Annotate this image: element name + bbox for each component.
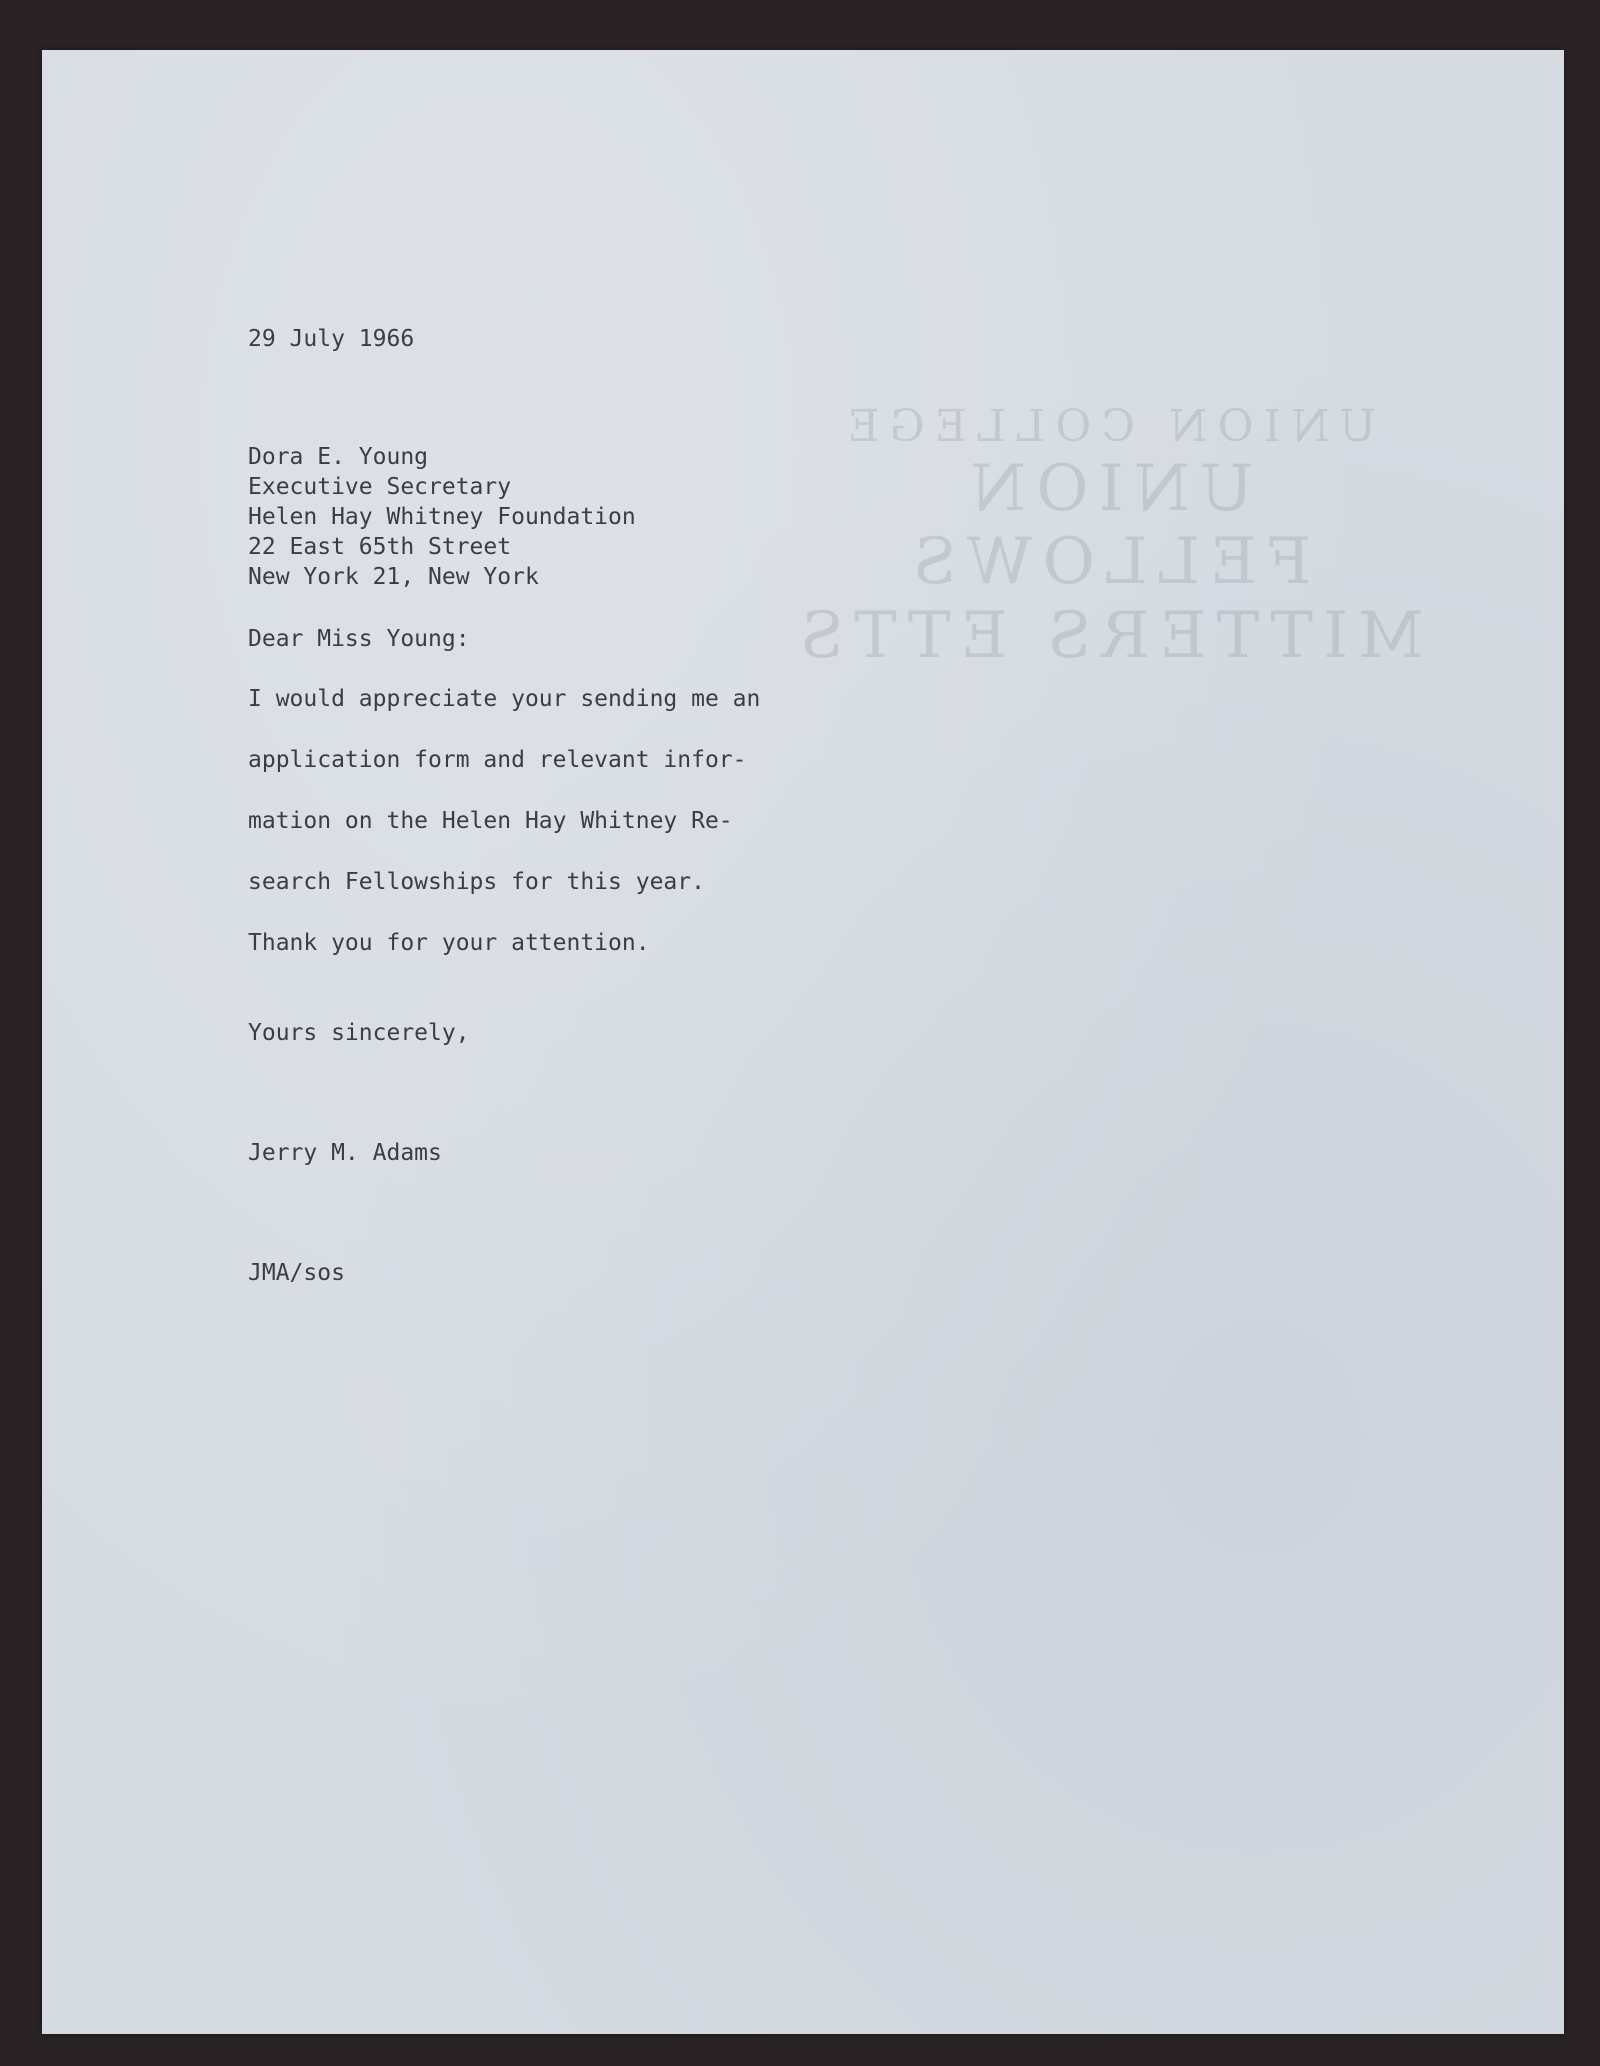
closing: Yours sincerely, — [248, 1020, 470, 1046]
typist-initials: JMA/sos — [248, 1260, 345, 1286]
show-through-line-1: UNION COLLEGE — [837, 401, 1377, 452]
body-line-3: mation on the Helen Hay Whitney Re- — [248, 808, 733, 834]
salutation: Dear Miss Young: — [248, 626, 470, 652]
show-through-line-2: UNION FELLOWS — [902, 451, 1312, 600]
recipient-street: 22 East 65th Street — [248, 534, 512, 560]
body-line-2: application form and relevant infor- — [248, 747, 747, 773]
recipient-city: New York 21, New York — [248, 564, 539, 590]
show-through-letterhead — [787, 402, 1427, 673]
signature-name: Jerry M. Adams — [248, 1140, 442, 1166]
letter-date: 29 July 1966 — [248, 326, 415, 352]
show-through-line-3: MITTERS ETTS — [790, 598, 1424, 673]
body-line-5: Thank you for your attention. — [248, 930, 650, 956]
recipient-organization: Helen Hay Whitney Foundation — [248, 504, 636, 530]
recipient-title: Executive Secretary — [248, 474, 512, 500]
body-line-1: I would appreciate your sending me an — [248, 686, 761, 712]
recipient-name: Dora E. Young — [248, 444, 429, 470]
body-line-4: search Fellowships for this year. — [248, 869, 705, 895]
